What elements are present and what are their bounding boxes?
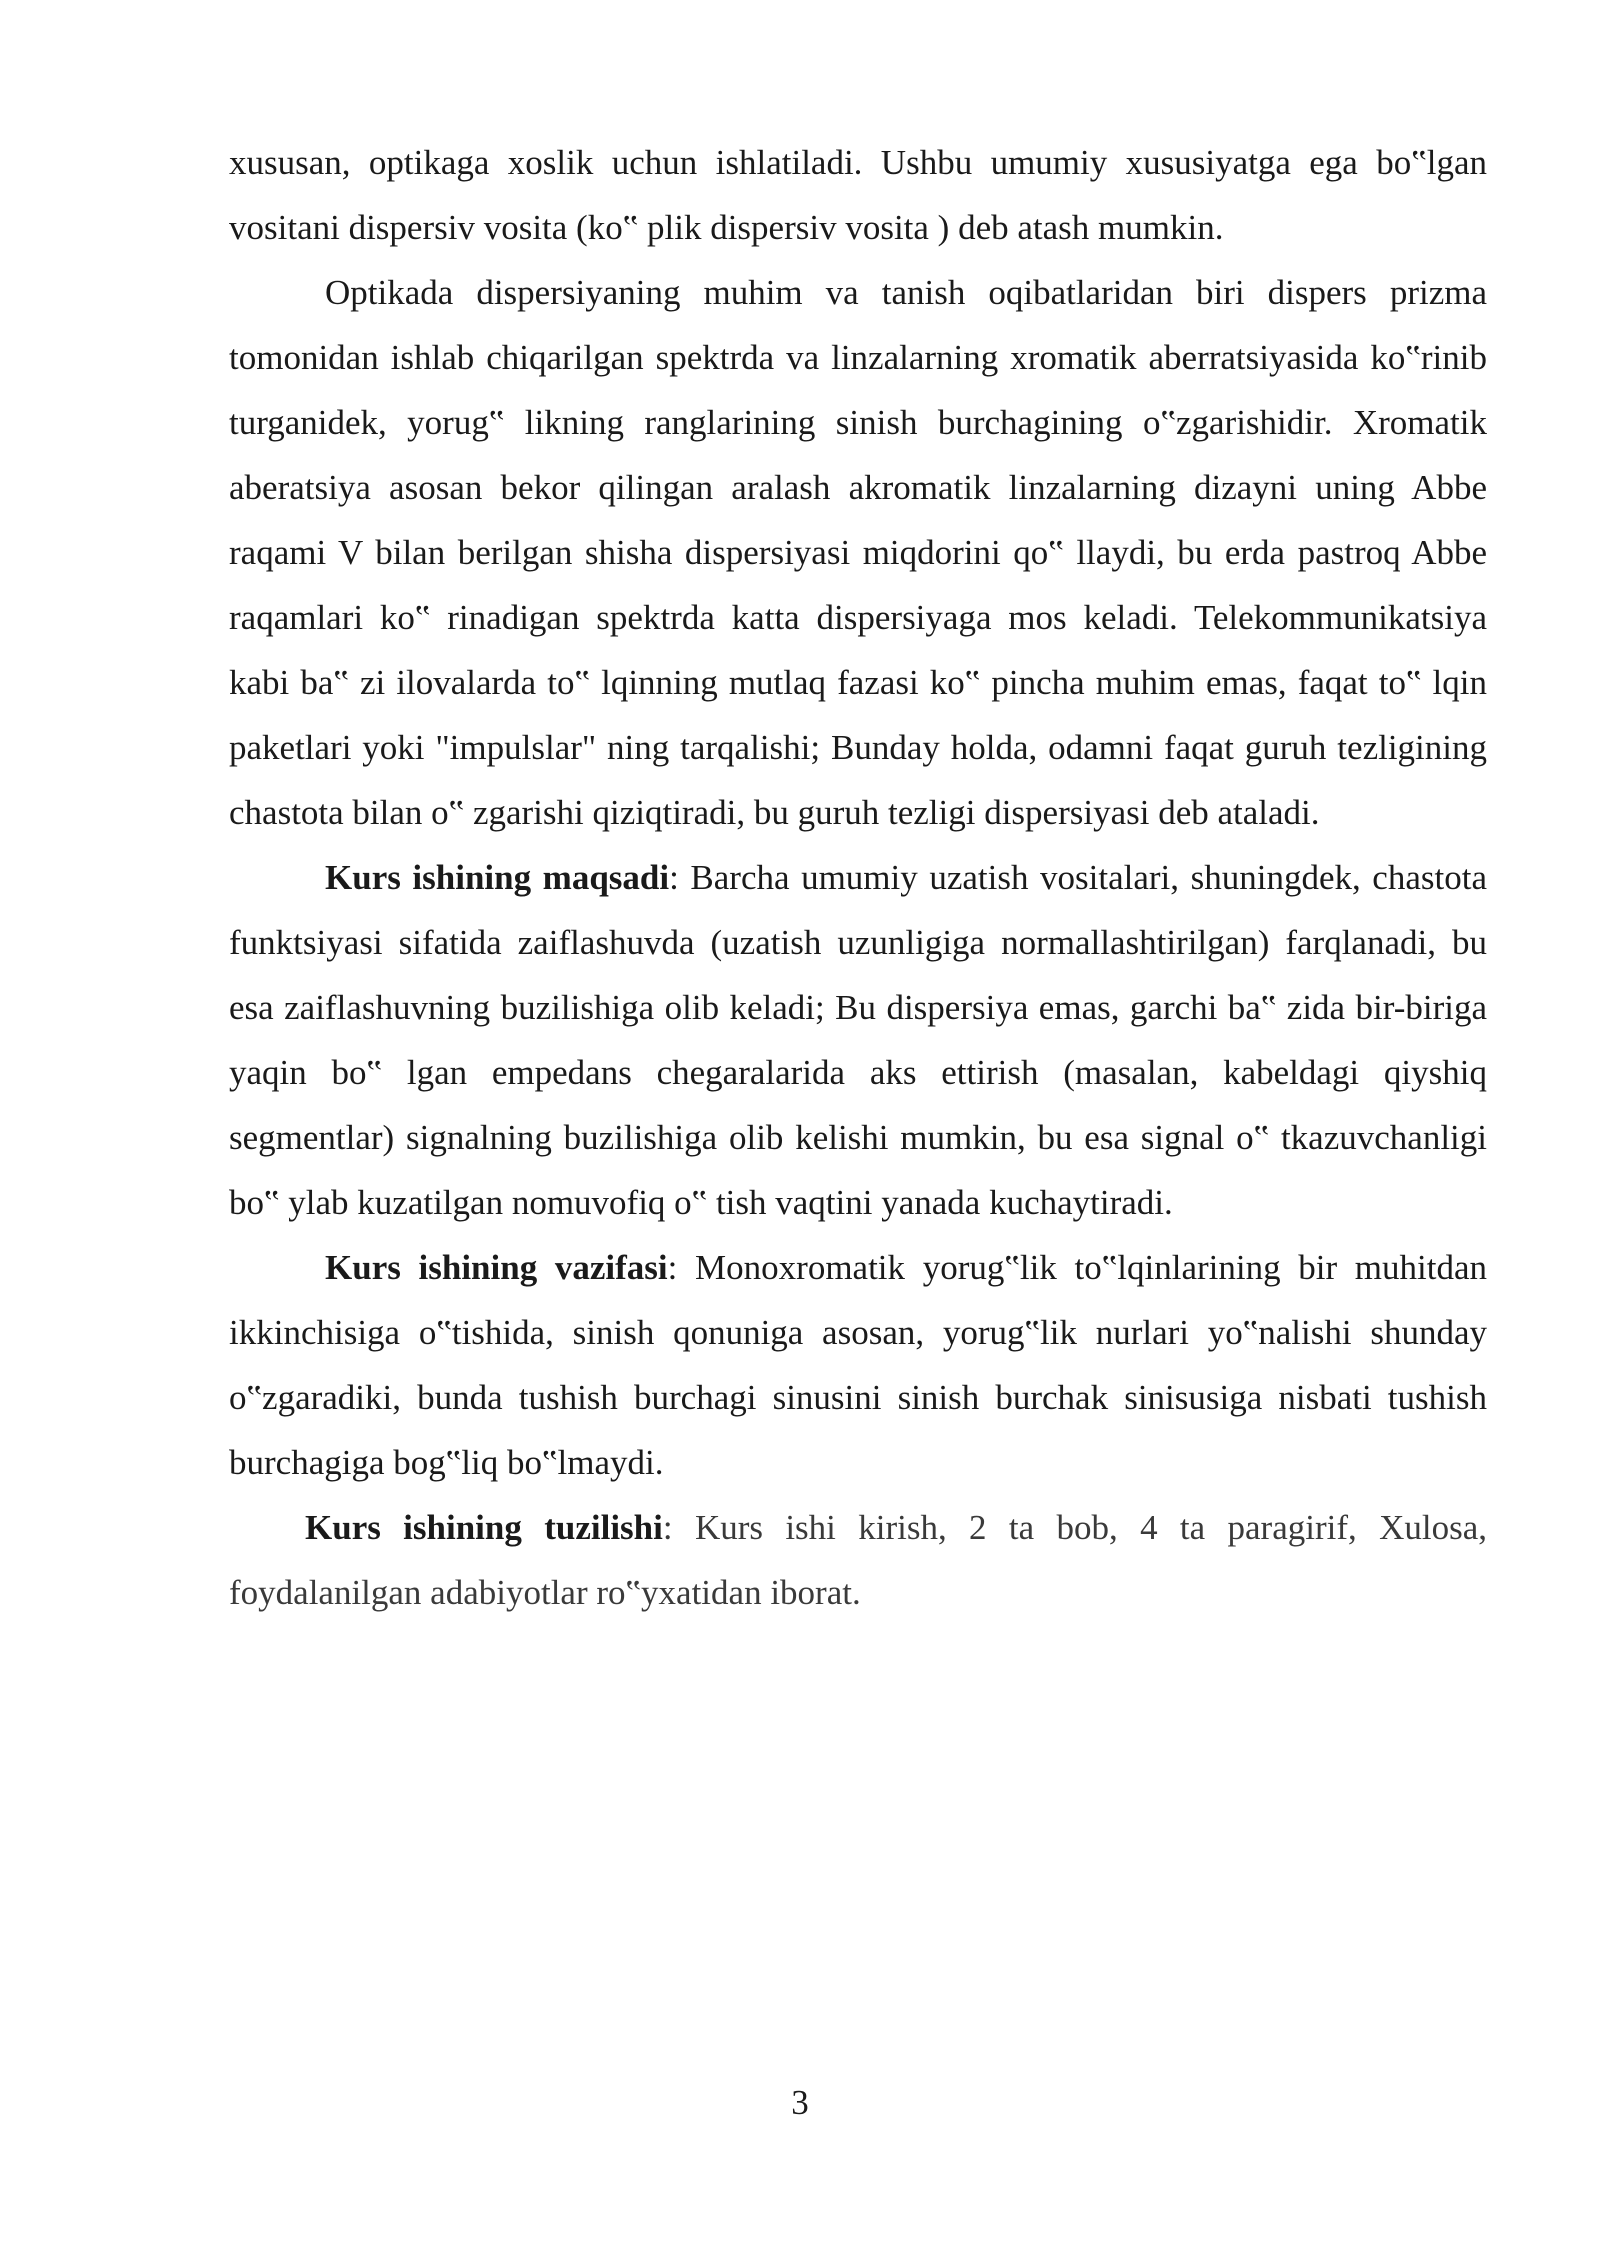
paragraph-text: Optikada dispersiyaning muhim va tanish oqibatlaridan biri dispers prizma tomonidan ishlab chiqarilgan spektrda va linzalarning xromatik aberratsiyasida ko‟rinib turganidek, yorug‟ likning ranglarining sinish burchagining o‟zgarishidir. Xromatik aberatsiya asosan bekor qilingan aralash akromatik linzalarning dizayni uning Abbe raqami V bilan berilgan shisha dispersiyasi miqdorini qo‟ llaydi, bu erda pastroq Abbe raqamlari ko‟ rinadigan spektrda katta dispersiyaga mos keladi. Telekommunikatsiya kabi ba‟ zi ilovalarda to‟ lqinning mutlaq fazasi ko‟ pincha muhim emas, faqat to‟ lqin paketlari yoki "impulslar" ning tarqalishi; Bunday holda, odamni faqat guruh tezligining chastota bilan o‟ zgarishi qiziqtiradi, bu guruh tezligi dispersiyasi deb ataladi. [229, 273, 1487, 832]
paragraph-text: Kurs ishi kirish, 2 ta bob, 4 ta paragirif, Xulosa, foydalanilgan adabiyotlar ro‟yxatidan iborat. [229, 1508, 1487, 1612]
paragraph-text: Monoxromatik yorug‟lik to‟lqinlarining bir muhitdan ikkinchisiga o‟tishida, sinish qonuniga asosan, yorug‟lik nurlari yo‟nalishi shunday o‟zgaradiki, bunda tushish burchagi sinusini sinish burchak sinisusiga nisbati tushish burchagiga bog‟liq bo‟lmaydi. [229, 1248, 1488, 1482]
heading-separator: : [669, 858, 691, 897]
paragraph-heading: Kurs ishining vazifasi [325, 1248, 668, 1287]
paragraph-optics [229, 260, 1487, 845]
document-page [229, 130, 1487, 1625]
paragraph-heading: Kurs ishining maqsadi [325, 858, 670, 897]
paragraph-continuation [229, 130, 1487, 260]
paragraph-heading: Kurs ishining tuzilishi [305, 1508, 663, 1547]
heading-separator: : [662, 1508, 695, 1547]
paragraph-vazifa [229, 1235, 1487, 1495]
paragraph-text: xususan, optikaga xoslik uchun ishlatiladi. Ushbu umumiy xususiyatga ega bo‟lgan vositani dispersiv vosita (ko‟ plik dispersiv vosita ) deb atash mumkin. [229, 143, 1487, 247]
heading-separator: : [667, 1248, 696, 1287]
paragraph-text: Barcha umumiy uzatish vositalari, shuningdek, chastota funktsiyasi sifatida zaiflashuvda (uzatish uzunligiga normallashtirilgan) farqlanadi, bu esa zaiflashuvning buzilishiga olib keladi; Bu dispersiya emas, garchi ba‟ zida bir-biriga yaqin bo‟ lgan empedans chegaralarida aks ettirish (masalan, kabeldagi qiyshiq segmentlar) signalning buzilishiga olib kelishi mumkin, bu esa signal o‟ tkazuvchanligi bo‟ ylab kuzatilgan nomuvofiq o‟ tish vaqtini yanada kuchaytiradi. [229, 858, 1487, 1222]
page-number: 3 [791, 2083, 809, 2122]
paragraph-tuzilish [229, 1495, 1487, 1625]
paragraph-maqsad [229, 845, 1487, 1235]
